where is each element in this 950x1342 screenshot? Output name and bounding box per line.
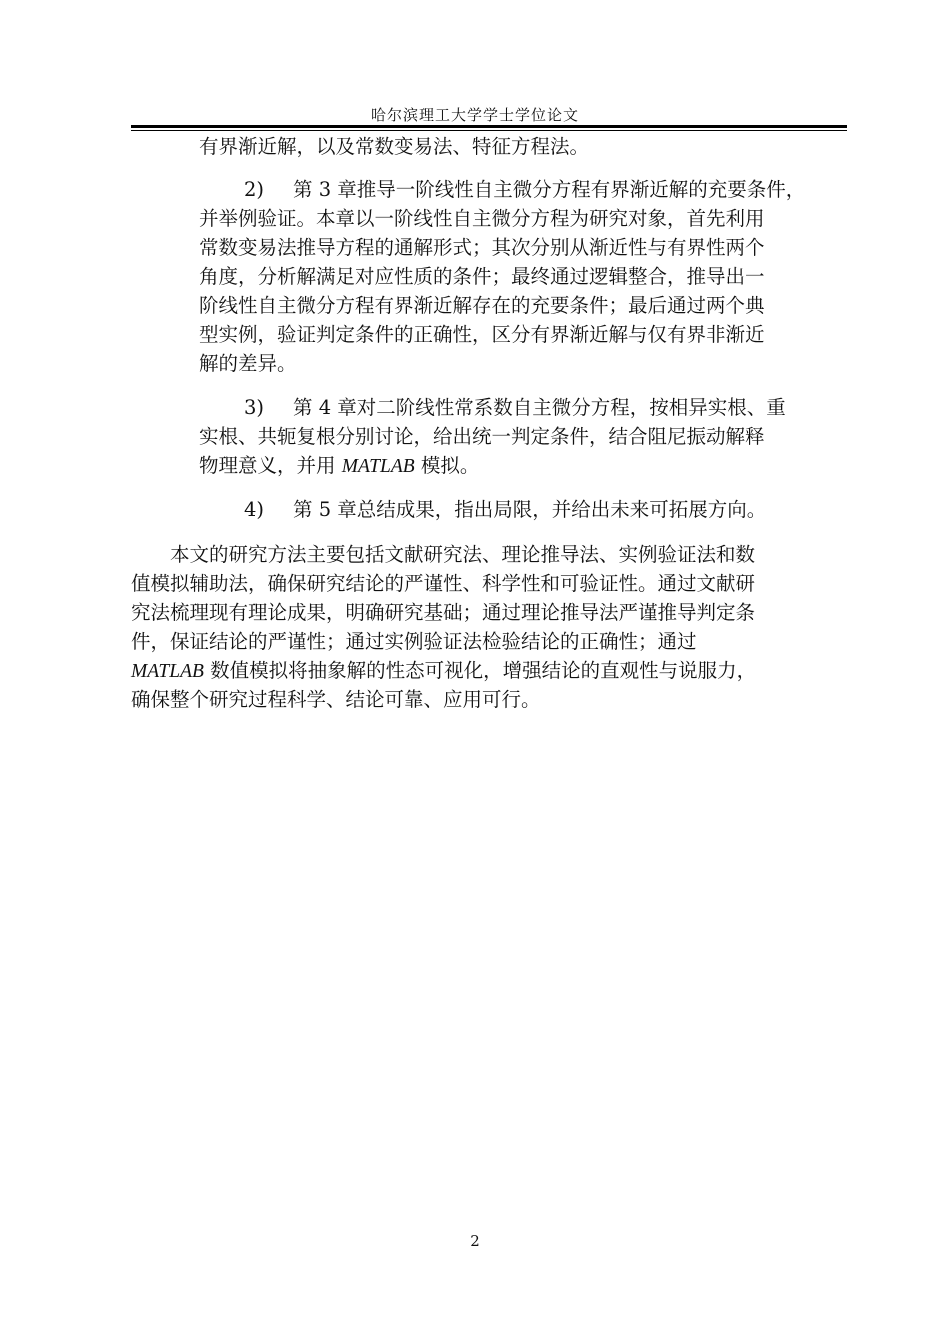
page-number: 2 bbox=[470, 1232, 480, 1250]
item2-line: 角度，分析解满足对应性质的条件；最终通过逻辑整合，推导出一 bbox=[199, 265, 765, 288]
item2-line: 型实例，验证判定条件的正确性，区分有界渐近解与仅有界非渐近 bbox=[199, 323, 765, 346]
item2-line: 解的差异。 bbox=[199, 352, 297, 375]
paragraph-line bbox=[131, 657, 756, 686]
item3-line3-pre: 物理意义，并用 bbox=[199, 454, 336, 477]
matlab-term: MATLAB bbox=[131, 661, 204, 682]
item1-tail: 有界渐近解，以及常数变易法、特征方程法。 bbox=[199, 135, 590, 158]
item2-line: 阶线性自主微分方程有界渐近解存在的充要条件；最后通过两个典 bbox=[199, 294, 765, 317]
item3-line bbox=[199, 452, 479, 481]
item2-label: 2) bbox=[244, 178, 265, 201]
header-rule-thick bbox=[131, 125, 847, 128]
item2-first-line: 第 3 章推导一阶线性自主微分方程有界渐近解的充要条件， bbox=[293, 178, 806, 201]
item3-first-line: 第 4 章对二阶线性常系数自主微分方程，按相异实根、重 bbox=[293, 396, 786, 419]
item4-label: 4) bbox=[244, 498, 265, 521]
item2-line: 并举例验证。本章以一阶线性自主微分方程为研究对象，首先利用 bbox=[199, 207, 765, 230]
header-rule-thin bbox=[131, 130, 847, 131]
running-header: 哈尔滨理工大学学士学位论文 bbox=[370, 106, 579, 124]
item3-label: 3) bbox=[244, 396, 265, 419]
paragraph-line5-post: 数值模拟将抽象解的性态可视化，增强结论的直观性与说服力， bbox=[210, 659, 757, 682]
matlab-term: MATLAB bbox=[341, 456, 415, 477]
paragraph-line: 值模拟辅助法，确保研究结论的严谨性、科学性和可验证性。通过文献研 bbox=[131, 572, 756, 595]
paragraph-line: 本文的研究方法主要包括文献研究法、理论推导法、实例验证法和数 bbox=[170, 543, 756, 566]
paragraph-line: 究法梳理现有理论成果，明确研究基础；通过理论推导法严谨推导判定条 bbox=[131, 601, 756, 624]
item3-line: 实根、共轭复根分别讨论，给出统一判定条件，结合阻尼振动解释 bbox=[199, 425, 765, 448]
item4-text: 第 5 章总结成果，指出局限，并给出未来可拓展方向。 bbox=[293, 498, 767, 521]
paragraph-line: 件，保证结论的严谨性；通过实例验证法检验结论的正确性；通过 bbox=[131, 630, 697, 653]
paragraph-line: 确保整个研究过程科学、结论可靠、应用可行。 bbox=[131, 688, 541, 711]
item2-line: 常数变易法推导方程的通解形式；其次分别从渐近性与有界性两个 bbox=[199, 236, 765, 259]
item3-line3-post: 模拟。 bbox=[420, 454, 480, 477]
